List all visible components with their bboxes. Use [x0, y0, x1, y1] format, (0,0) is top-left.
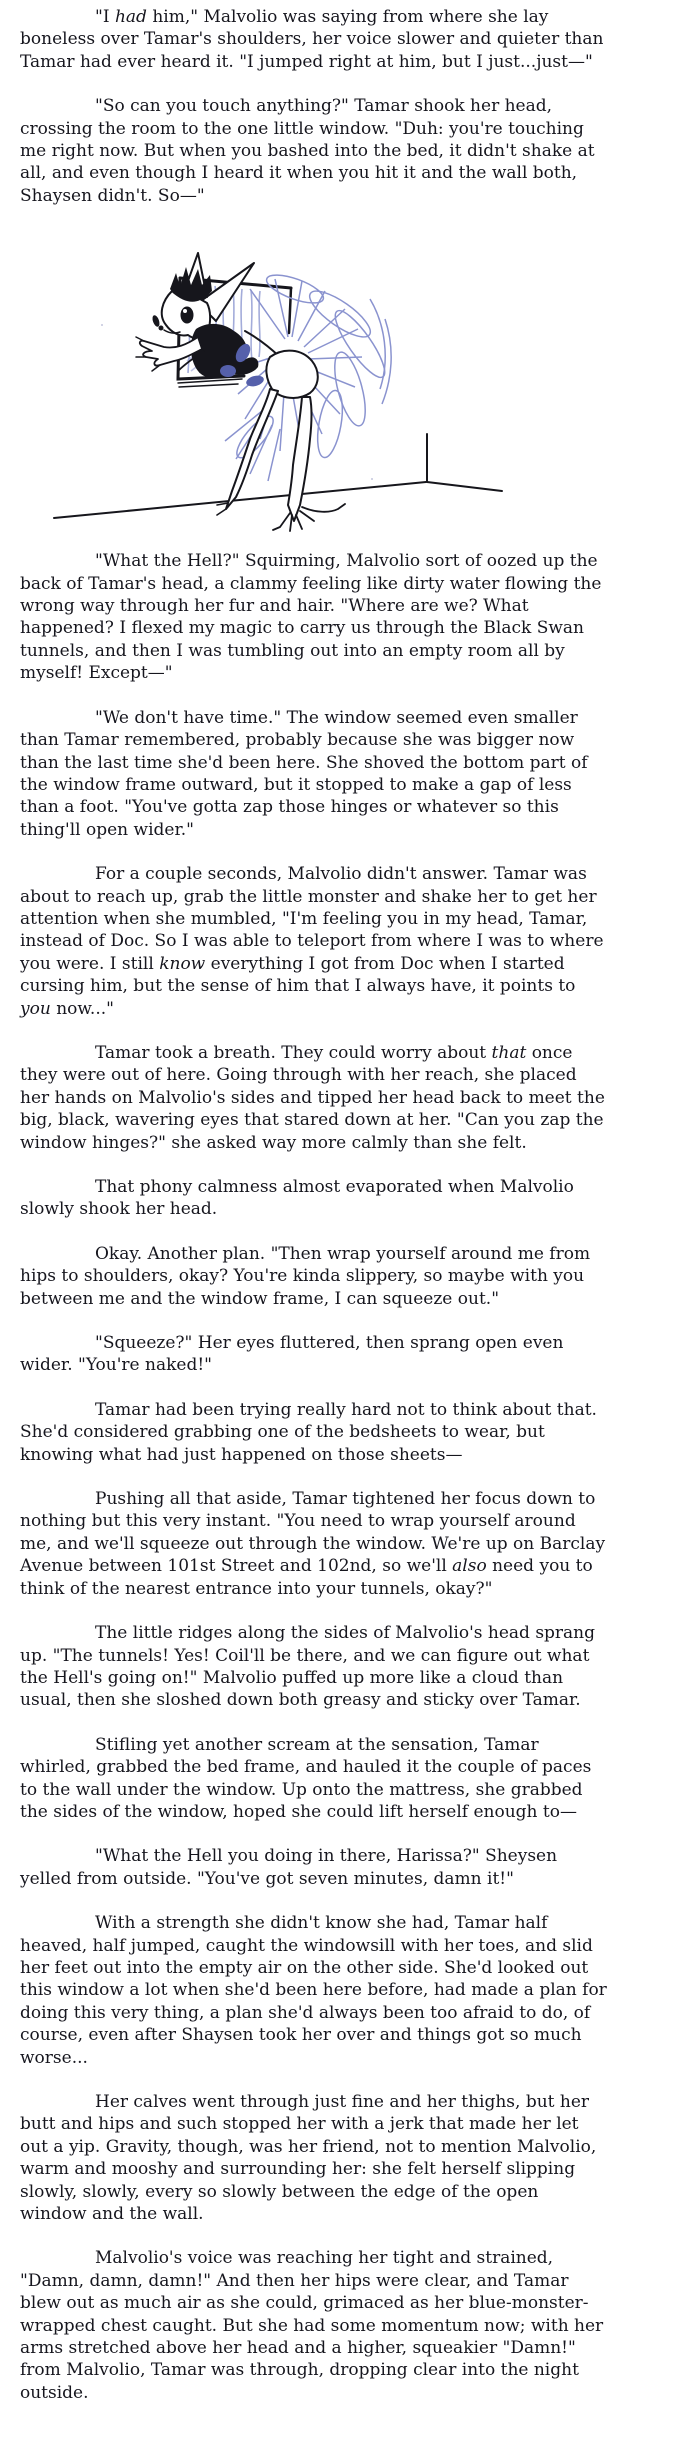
story-paragraph	[20, 1176, 607, 1221]
italic-run: you	[20, 998, 51, 1019]
text-run: need you to think of the nearest entrance into your tunnels, okay?"	[20, 1556, 593, 1599]
story-paragraph	[20, 95, 607, 207]
nose	[159, 326, 164, 331]
story-paragraph	[20, 550, 607, 684]
stray-speckle	[371, 478, 373, 480]
story-illustration	[40, 229, 510, 544]
text-run: "What the Hell?" Squirming, Malvolio sort of oozed up the back of Tamar's head, a clammy feeling like dirty water flowing the wrong way through her fur and hair. "Where are we? What happened? I flexed my magic to carry us through the Black Swan tunnels, and then I was tumbling out into an empty room all by myself! Except—"	[20, 551, 602, 684]
text-run: "What the Hell you doing in there, Harissa?" Sheysen yelled from outside. "You've got seven minutes, damn it!"	[20, 1846, 558, 1889]
text-run: The little ridges along the sides of Malvolio's head sprang up. "The tunnels! Yes! Coil'll be there, and we can figure out what the Hell's going on!" Malvolio puffed up more like a cloud than usual, then she sloshed down both greasy and sticky over Tamar.	[20, 1623, 596, 1711]
story-paragraph	[20, 1243, 607, 1310]
italic-run: also	[452, 1556, 487, 1577]
far-foot-claws	[273, 504, 345, 531]
story-paragraph	[20, 1042, 607, 1154]
far-leg	[288, 397, 312, 521]
story-paragraph	[20, 2091, 607, 2225]
text-run: With a strength she didn't know she had, Tamar half heaved, half jumped, caught the windowsill with her toes, and slid her feet out into the empty air on the other side. She'd looked out this window a lot when she'd been here before, had made a plan for doing this very thing, a plan she'd always been too afraid to do, of course, even after Shaysen took her over and things got so much worse...	[20, 1913, 607, 2068]
text-run: For a couple seconds, Malvolio didn't answer. Tamar was about to reach up, grab the little monster and shake her to get her attention when she mumbled, "I'm feeling you in my head, Tamar, instead of Doc. So I was able to teleport from where I was to where you were. I still	[20, 864, 604, 974]
window-escape-sketch	[40, 229, 510, 544]
text-run: "We don't have time." The window seemed even smaller than Tamar remembered, probably because she was bigger now than the last time she'd been here. She shoved the bottom part of the window frame outward, but it stopped to make a gap of less than a foot. "You've gotta zap those hinges or whatever so this thing'll open wider."	[20, 707, 588, 840]
story-paragraph	[20, 1332, 607, 1377]
story-paragraph	[20, 1399, 607, 1466]
story-paragraph	[20, 707, 607, 841]
text-run: "So can you touch anything?" Tamar shook her head, crossing the room to the one little window. "Duh: you're touching me right now. But when you bashed into the bed, it didn't shake at all, and even though I heard it when you hit it and the wall both, Shaysen didn't. So—"	[20, 96, 595, 206]
text-run: Her calves went through just fine and her thighs, but her butt and hips and such stopped her with a jerk that made her let out a yip. Gravity, though, was her friend, not to mention Malvolio, warm and mooshy and surrounding her: she felt herself slipping slowly, slowly, every so slowly between the edge of the open window and the wall.	[20, 2092, 597, 2225]
text-run: Tamar had been trying really hard not to think about that. She'd considered grabbing one of the bedsheets to wear, but knowing what had just happened on those sheets—	[20, 1399, 597, 1465]
text-run: Okay. Another plan. "Then wrap yourself around me from hips to shoulders, okay? You're kinda slippery, so maybe with you between me and the window frame, I can squeeze out."	[20, 1243, 591, 1309]
text-run: Tamar took a breath. They could worry about	[95, 1042, 492, 1063]
story-paragraph	[20, 1912, 607, 2069]
italic-run: know	[159, 953, 206, 974]
story-paragraph	[20, 1488, 607, 1600]
italic-run: had	[114, 7, 147, 27]
cheek-mark	[151, 315, 161, 328]
text-run: Malvolio's voice was reaching her tight and strained, "Damn, damn, damn!" And then her hips were clear, and Tamar blew out as much air as she could, grimaced as her blue-monster-wrapped chest caught. But she had some momentum now; with her arms stretched above her head and a higher, squeakier "Damn!" from Malvolio, Tamar was through, dropping clear into the night outside.	[20, 2248, 604, 2403]
text-run: "I	[95, 7, 115, 27]
story-paragraph	[20, 1845, 607, 1890]
story-paragraph	[20, 863, 607, 1020]
story-paragraph	[20, 2247, 607, 2404]
story-text-bottom	[20, 550, 607, 2404]
text-run: "Squeeze?" Her eyes fluttered, then sprang open even wider. "You're naked!"	[20, 1333, 564, 1376]
text-run: once they were out of here. Going through with her reach, she placed her hands on Malvolio's sides and tipped her head back to meet the big, black, wavering eyes that stared down at her. "Can you zap the window hinges?" she asked way more calmly than she felt.	[20, 1042, 605, 1153]
italic-run: that	[491, 1042, 527, 1063]
story-paragraph	[20, 1622, 607, 1712]
text-run: now..."	[50, 998, 114, 1019]
text-run: That phony calmness almost evaporated when Malvolio slowly shook her head.	[20, 1177, 574, 1220]
text-run: Pushing all that aside, Tamar tightened her focus down to nothing but this very instant. "You need to wrap yourself around me, and we'll squeeze out through the window. We're up on Barclay Avenue between 101st Street and 102nd, so we'll	[20, 1489, 606, 1577]
eye	[181, 307, 194, 324]
reaching-arm	[140, 337, 202, 366]
text-run: everything I got from Doc when I started cursing him, but the sense of him that I always have, it points to	[20, 953, 576, 997]
text-run: Stifling yet another scream at the sensation, Tamar whirled, grabbed the bed frame, and hauled it the couple of paces to the wall under the window. Up onto the mattress, she grabbed the sides of the window, hoped she could lift herself enough to—	[20, 1734, 592, 1822]
story-text-top	[20, 6, 607, 207]
story-paragraph	[20, 6, 607, 73]
room-corner-lines	[54, 434, 502, 518]
stray-speckle	[101, 324, 103, 326]
story-paragraph	[20, 1734, 607, 1824]
text-run: him," Malvolio was saying from where she lay boneless over Tamar's shoulders, her voice slower and quieter than Tamar had ever heard it. "I jumped right at him, but I just...just—"	[20, 7, 604, 72]
